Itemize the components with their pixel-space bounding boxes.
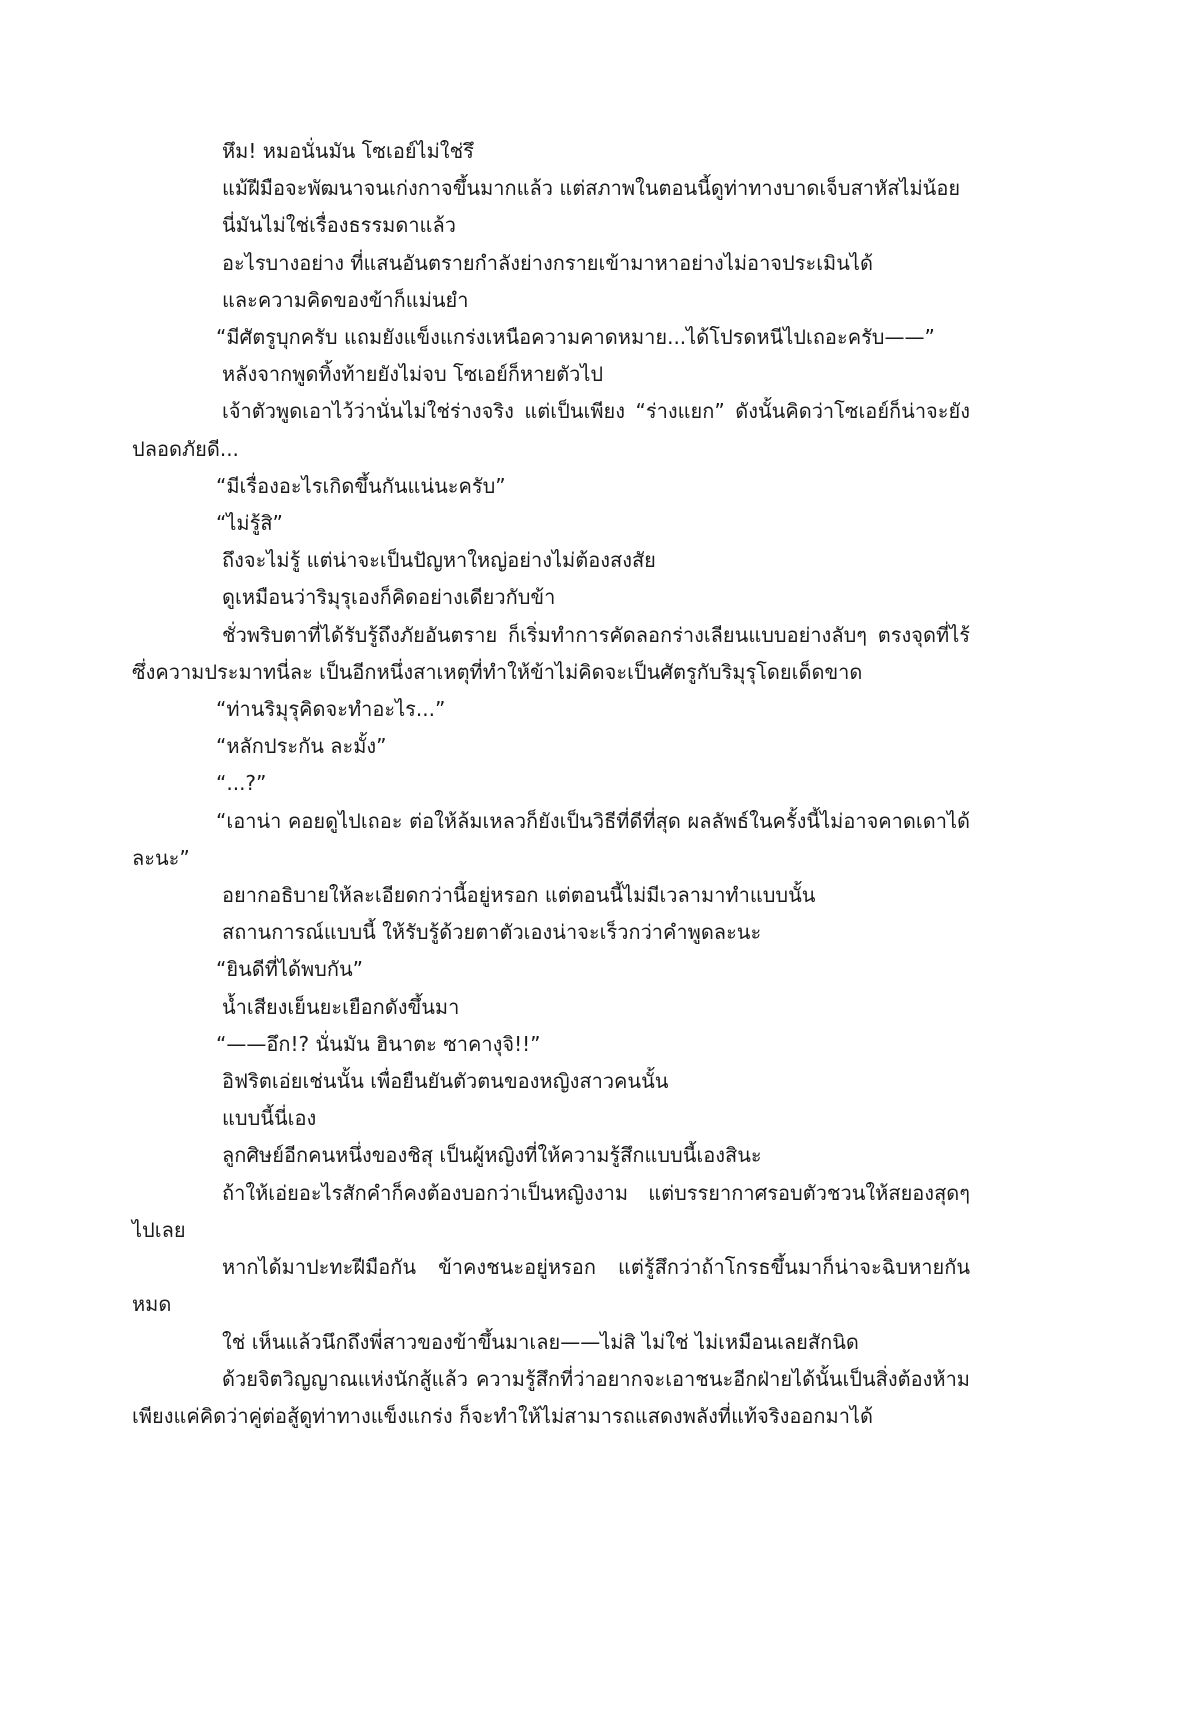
dialogue-paragraph: “ไม่รู้สิ” (216, 511, 283, 536)
paragraph: อะไรบางอย่าง ที่แสนอันตรายกำลังย่างกรายเข้ามาหาอย่างไม่อาจประเมินได้ (222, 250, 873, 275)
paragraph: หึม! หมอนั่นมัน โซเอย์ไม่ใช่รึ (222, 139, 474, 163)
paragraph: ลูกศิษย์อีกคนหนึ่งของชิสุ เป็นผู้หญิงที่ให้ความรู้สึกแบบนี้เองสินะ (222, 1143, 762, 1168)
paragraph: เจ้าตัวพูดเอาไว้ว่านั่นไม่ใช่ร่างจริง แต่เป็นเพียง “ร่างแยก” ดังนั้นคิดว่าโซเอย์ก็น่าจะยังปลอดภัยดี... (132, 399, 970, 461)
dialogue-paragraph: “มีศัตรูบุกครับ แถมยังแข็งแกร่งเหนือความคาดหมาย...ได้โปรดหนีไปเถอะครับ——” (216, 325, 935, 350)
paragraph: ด้วยจิตวิญญาณแห่งนักสู้แล้ว ความรู้สึกที่ว่าอยากจะเอาชนะอีกฝ่ายได้นั้นเป็นสิ่งต้องห้าม เพียงแค่คิดว่าคู่ต่อสู้ดูท่าทางแข็งแกร่ง ก็จะทำให้ไม่สามารถแสดงพลังที่แท้จริงออกมาได้ (132, 1366, 970, 1428)
paragraph: ชั่วพริบตาที่ได้รับรู้ถึงภัยอันตราย ก็เริ่มทำการคัดลอกร่างเลียนแบบอย่างลับๆ ตรงจุดที่ไร้ซึ่งความประมาทนี่ละ เป็นอีกหนึ่งสาเหตุที่ทำให้ข้าไม่คิดจะเป็นศัตรูกับริมุรุโดยเด็ดขาด (132, 622, 970, 684)
paragraph: หลังจากพูดทิ้งท้ายยังไม่จบ โซเอย์ก็หายตัวไป (222, 362, 604, 387)
paragraph: อยากอธิบายให้ละเอียดกว่านี้อยู่หรอก แต่ตอนนี้ไม่มีเวลามาทำแบบนั้น (222, 883, 816, 908)
paragraph: ถึงจะไม่รู้ แต่น่าจะเป็นปัญหาใหญ่อย่างไม่ต้องสงสัย (222, 548, 656, 573)
document-page (132, 133, 970, 1435)
paragraph: ดูเหมือนว่าริมุรุเองก็คิดอย่างเดียวกับข้า (222, 585, 556, 610)
dialogue-paragraph: “หลักประกัน ละมั้ง” (216, 734, 387, 759)
dialogue-paragraph: “ท่านริมุรุคิดจะทำอะไร...” (216, 697, 446, 722)
dialogue-paragraph: “...?” (216, 771, 267, 796)
paragraph: สถานการณ์แบบนี้ ให้รับรู้ด้วยตาตัวเองน่าจะเร็วกว่าคำพูดละนะ (222, 920, 762, 945)
paragraph: น้ำเสียงเย็นยะเยือกดังขึ้นมา (222, 994, 460, 1019)
dialogue-paragraph: “มีเรื่องอะไรเกิดขึ้นกันแน่นะครับ” (216, 473, 506, 498)
dialogue-paragraph: “ยินดีที่ได้พบกัน” (216, 957, 363, 982)
paragraph: นี่มันไม่ใช่เรื่องธรรมดาแล้ว (222, 213, 456, 238)
paragraph: และความคิดของข้าก็แม่นยำ (222, 287, 469, 312)
dialogue-paragraph: “เอาน่า คอยดูไปเถอะ ต่อให้ล้มเหลวก็ยังเป็นวิธีที่ดีที่สุด ผลลัพธ์ในครั้งนี้ไม่อาจคาดเดาได้ละนะ” (132, 808, 970, 870)
paragraph: อิฟริตเอ่ยเช่นนั้น เพื่อยืนยันตัวตนของหญิงสาวคนนั้น (222, 1069, 669, 1094)
paragraph: แม้ฝีมือจะพัฒนาจนเก่งกาจขึ้นมากแล้ว แต่สภาพในตอนนี้ดูท่าทางบาดเจ็บสาหัสไม่น้อย (222, 176, 961, 201)
paragraph: ถ้าให้เอ่ยอะไรสักคำก็คงต้องบอกว่าเป็นหญิงงาม แต่บรรยากาศรอบตัวชวนให้สยองสุดๆไปเลย (132, 1180, 970, 1242)
paragraph: หากได้มาปะทะฝีมือกัน ข้าคงชนะอยู่หรอก แต่รู้สึกว่าถ้าโกรธขึ้นมาก็น่าจะฉิบหายกันหมด (132, 1255, 970, 1317)
paragraph: แบบนี้นี่เอง (222, 1106, 317, 1131)
paragraph: ใช่ เห็นแล้วนึกถึงพี่สาวของข้าขึ้นมาเลย——ไม่สิ ไม่ใช่ ไม่เหมือนเลยสักนิด (222, 1329, 859, 1354)
dialogue-paragraph: “——อึก!? นั่นมัน ฮินาตะ ซาคางุจิ!!” (216, 1031, 541, 1056)
